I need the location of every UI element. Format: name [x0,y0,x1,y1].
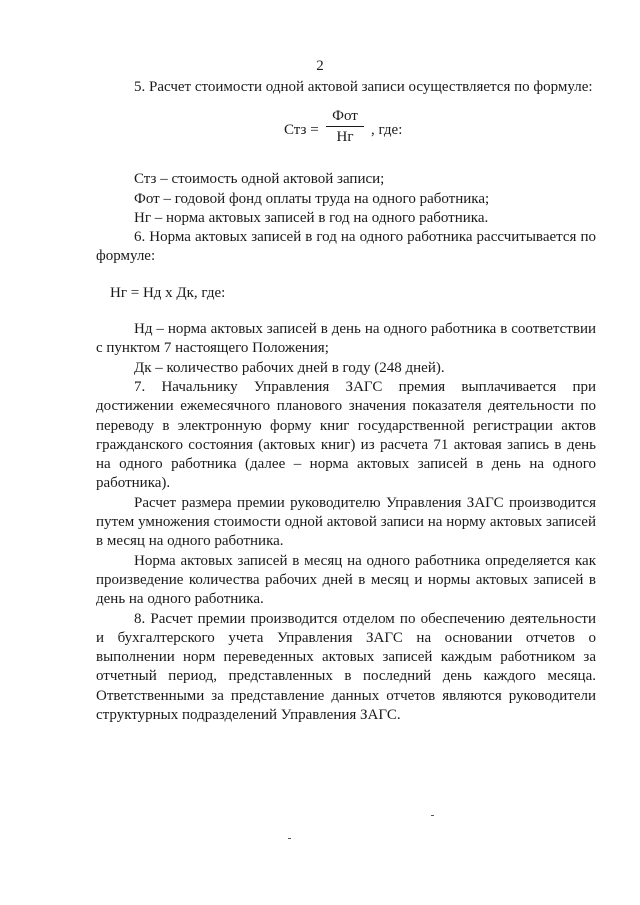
paragraph-monthly-norm: Норма актовых записей в месяц на одного работника определяется как произведение количества рабочих дней в месяц и нормы актовых записей в день на одного работника. [96,552,596,608]
paragraph-5-intro: 5. Расчет стоимости одной актовой записи осуществляется по формуле: [134,79,593,95]
definition-fot: Фот – годовой фонд оплаты труда на одного работника; [134,190,490,207]
paragraph-bonus-calculation: Расчет размера премии руководителю Управления ЗАГС производится путем умножения стоимости одной актовой записи на норму актовых записей в месяц на одного работника. [96,494,596,550]
formula-annual-norm: Нг = Нд х Дк, где: [110,284,226,301]
definition-ng: Нг – норма актовых записей в год на одного работника. [134,209,489,226]
paragraph-6: 6. Норма актовых записей в год на одного работника рассчитывается по формуле: [96,229,596,265]
fraction-numerator: Фот [332,108,358,125]
definition-dk: Дк – количество рабочих дней в году (248 дней). [134,359,445,376]
paragraph-8: 8. Расчет премии производится отделом по обеспечению деятельности и бухгалтерского учета Управления ЗАГС на основании отчетов о выполнении норм переведенных актовых записей каждым работником за отчетный период, представленных в последний день каждого месяца. Ответственными за представление данных отчетов являются руководители структурных подразделений Управления ЗАГС. [96,610,596,724]
fraction-denominator: Нг [336,129,354,146]
formula-fraction [326,108,364,145]
formula-suffix: , где: [371,122,403,139]
document-body [96,78,596,725]
fraction-bar [326,126,364,127]
paragraph-7: 7. Начальнику Управления ЗАГС премия выплачивается при достижении ежемесячного планового значения показателя деятельности по переводу в электронную форму книг государственной регистрации актов гражданского состояния (актовых книг) из расчета 71 актовая запись в день на одного работника (далее – норма актовых записей в день на одного работника). [96,378,596,492]
formula-cost-per-record [96,97,596,156]
formula-lhs: Стз = [284,122,319,139]
scan-speck [288,838,291,839]
scan-speck [431,815,434,816]
definition-nd: Нд – норма актовых записей в день на одного работника в соответствии с пунктом 7 настоящего Положения; [96,321,596,357]
page-number: 2 [316,58,324,74]
definition-stz: Стз – стоимость одной актовой записи; [134,171,385,188]
